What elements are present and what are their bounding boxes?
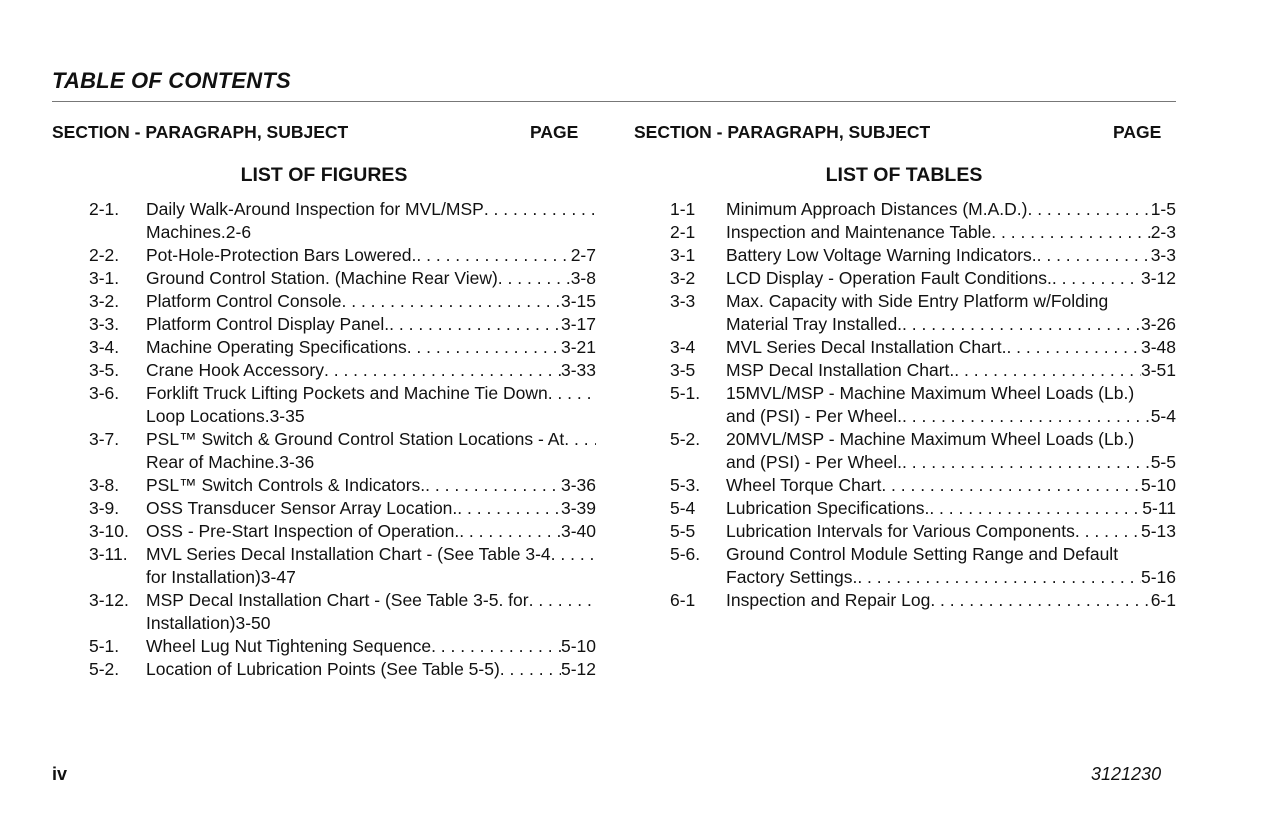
toc-entry[interactable] (52, 428, 596, 474)
entry-page: 5-4 (1150, 406, 1176, 426)
toc-entry[interactable] (634, 382, 1176, 428)
entry-title: Platform Control Console (146, 291, 342, 311)
dot-leader (902, 313, 1141, 336)
entry-line (726, 520, 1176, 543)
entry-page: 2-3 (1150, 222, 1176, 242)
entry-line (726, 198, 1176, 221)
dot-leader (902, 405, 1151, 428)
entry-number: 5-1. (89, 636, 120, 656)
entry-line (146, 658, 596, 681)
entry-title: and (PSI) - Per Wheel. (726, 452, 903, 472)
entry-title: Daily Walk-Around Inspection for MVL/MSP (146, 199, 484, 219)
entry-title: and (PSI) - Per Wheel. (726, 406, 903, 426)
toc-entry[interactable] (634, 290, 1176, 336)
entry-number: 5-1. (670, 383, 701, 403)
entry-title-continued: Machines.2-6 (146, 222, 252, 242)
tables-list (634, 198, 1176, 612)
section-header: SECTION - PARAGRAPH, SUBJECT (634, 122, 931, 142)
toc-entry[interactable] (634, 267, 1176, 290)
entry-number: 3-3 (670, 291, 696, 311)
entry-line (146, 267, 596, 290)
toc-entry[interactable] (52, 520, 596, 543)
entry-title: Pot-Hole-Protection Bars Lowered. (146, 245, 417, 265)
entry-page: 5-13 (1140, 521, 1176, 541)
entry-line (146, 359, 596, 382)
entry-title: Material Tray Installed. (726, 314, 903, 334)
entry-line (146, 474, 596, 497)
dot-leader (324, 359, 561, 382)
page-header: PAGE (1113, 122, 1162, 142)
toc-entry[interactable] (634, 359, 1176, 382)
entry-title: Forklift Truck Lifting Pockets and Machine Tie Down (146, 383, 548, 403)
dot-leader (342, 290, 561, 313)
entry-number: 5-2. (89, 659, 120, 679)
toc-entry[interactable] (52, 497, 596, 520)
list-of-figures-title: LIST OF FIGURES (240, 164, 408, 186)
entry-title: Inspection and Repair Log (726, 590, 931, 610)
entry-page: 3-39 (560, 498, 596, 518)
entry-line (726, 497, 1176, 520)
entry-title: MSP Decal Installation Chart. (726, 360, 955, 380)
entry-number: 5-6. (670, 544, 701, 564)
entry-number: 5-4 (670, 498, 696, 518)
dot-leader (500, 658, 561, 681)
entry-title: LCD Display - Operation Fault Conditions. (726, 268, 1052, 288)
toc-entry[interactable] (634, 336, 1176, 359)
entry-number: 3-4. (89, 337, 120, 357)
dot-leader (551, 543, 596, 566)
toc-entry[interactable] (52, 543, 596, 589)
page-title: TABLE OF CONTENTS (52, 68, 291, 93)
entry-line (726, 405, 1176, 428)
title-divider (52, 101, 1176, 102)
entry-page: 3-17 (560, 314, 596, 334)
entry-number: 3-2. (89, 291, 120, 311)
dot-leader (431, 635, 561, 658)
dot-leader (529, 589, 596, 612)
entry-line (726, 566, 1176, 589)
entry-line (726, 267, 1176, 290)
entry-page: 3-26 (1140, 314, 1176, 334)
entry-title: MSP Decal Installation Chart - (See Table 3-5. for (146, 590, 529, 610)
entry-number: 3-7. (89, 429, 120, 449)
entry-page: 1-5 (1150, 199, 1176, 219)
toc-entry[interactable] (52, 589, 596, 635)
entry-line (146, 313, 596, 336)
toc-entry[interactable] (634, 474, 1176, 497)
dot-leader (1037, 244, 1151, 267)
toc-entry[interactable] (52, 290, 596, 313)
entry-line (726, 589, 1176, 612)
entry-line (726, 221, 1176, 244)
figures-list (52, 198, 596, 681)
entry-number: 3-12. (89, 590, 129, 610)
entry-page: 3-3 (1150, 245, 1176, 265)
entry-page: 3-21 (560, 337, 596, 357)
entry-line (146, 589, 596, 612)
entry-title-continued: Loop Locations.3-35 (146, 406, 305, 426)
entry-page: 3-36 (560, 475, 596, 495)
dot-leader (484, 198, 596, 221)
entry-number: 3-4 (670, 337, 696, 357)
entry-title: PSL™ Switch Controls & Indicators. (146, 475, 426, 495)
dot-leader (1052, 267, 1141, 290)
entry-title: MVL Series Decal Installation Chart - (See Table 3-4 (146, 544, 551, 564)
entry-line (146, 198, 596, 221)
entry-title-continued: 20MVL/MSP - Machine Maximum Wheel Loads (Lb.) (726, 429, 1135, 449)
entry-number: 3-1. (89, 268, 120, 288)
entry-number: 5-3. (670, 475, 701, 495)
entry-number: 3-8. (89, 475, 120, 495)
entry-line (146, 543, 596, 566)
entry-number: 2-2. (89, 245, 120, 265)
entry-title: Lubrication Specifications. (726, 498, 930, 518)
entry-page: 3-48 (1140, 337, 1176, 357)
entry-line (726, 474, 1176, 497)
entry-title-continued: 15MVL/MSP - Machine Maximum Wheel Loads (Lb.) (726, 383, 1135, 403)
entry-number: 3-10. (89, 521, 129, 541)
toc-entry[interactable] (52, 474, 596, 497)
dot-leader (407, 336, 561, 359)
entry-line (726, 313, 1176, 336)
entry-line (146, 382, 596, 405)
dot-leader (1027, 198, 1150, 221)
entry-number: 2-1. (89, 199, 120, 219)
toc-entry[interactable] (634, 543, 1176, 589)
entry-page: 3-51 (1140, 360, 1176, 380)
entry-number: 2-1 (670, 222, 696, 242)
entry-number: 5-5 (670, 521, 696, 541)
toc-entry[interactable] (52, 198, 596, 244)
dot-leader (954, 359, 1141, 382)
dot-leader (425, 474, 561, 497)
entry-page: 5-12 (560, 659, 596, 679)
document-number: 3121230 (1091, 764, 1162, 784)
entry-title: Location of Lubrication Points (See Table 5-5) (146, 659, 500, 679)
entry-line (146, 336, 596, 359)
entry-title: PSL™ Switch & Ground Control Station Locations - At (146, 429, 565, 449)
entry-title: OSS Transducer Sensor Array Location. (146, 498, 458, 518)
entry-page: 5-10 (560, 636, 596, 656)
entry-number: 1-1 (670, 199, 696, 219)
toc-entry[interactable] (634, 198, 1176, 221)
entry-title-continued: Rear of Machine.3-36 (146, 452, 315, 472)
entry-page: 5-5 (1150, 452, 1176, 472)
dot-leader (857, 566, 1141, 589)
toc-entry[interactable] (634, 221, 1176, 244)
dot-leader (457, 497, 561, 520)
entry-title: Wheel Torque Chart (726, 475, 882, 495)
entry-number: 3-6. (89, 383, 120, 403)
figures-column-header (52, 122, 596, 150)
dot-leader (902, 451, 1151, 474)
entry-page: 3-12 (1140, 268, 1176, 288)
entry-title: Lubrication Intervals for Various Components (726, 521, 1075, 541)
entry-title: Ground Control Station. (Machine Rear View) (146, 268, 498, 288)
entry-title: Battery Low Voltage Warning Indicators. (726, 245, 1037, 265)
dot-leader (929, 497, 1142, 520)
toc-entry[interactable] (52, 658, 596, 681)
entry-line (146, 635, 596, 658)
entry-number: 3-5. (89, 360, 120, 380)
toc-entry[interactable] (52, 382, 596, 428)
figures-column (52, 122, 596, 681)
entry-line (726, 336, 1176, 359)
entry-line (146, 290, 596, 313)
entry-title: Crane Hook Accessory (146, 360, 324, 380)
entry-title: Minimum Approach Distances (M.A.D.) (726, 199, 1028, 219)
dot-leader (498, 267, 571, 290)
dot-leader (1075, 520, 1141, 543)
entry-line (146, 244, 596, 267)
toc-entry[interactable] (634, 520, 1176, 543)
entry-page: 3-33 (560, 360, 596, 380)
dot-leader (548, 382, 596, 405)
toc-entry[interactable] (52, 635, 596, 658)
entry-number: 3-9. (89, 498, 120, 518)
entry-number: 3-2 (670, 268, 696, 288)
entry-page: 3-8 (570, 268, 596, 288)
entry-line (726, 359, 1176, 382)
entry-page: 3-15 (560, 291, 596, 311)
entry-title-continued: Installation)3-50 (146, 613, 271, 633)
toc-entry[interactable] (634, 244, 1176, 267)
entry-title-continued: Ground Control Module Setting Range and Default (726, 544, 1119, 564)
toc-entry[interactable] (52, 244, 596, 267)
dot-leader (416, 244, 570, 267)
toc-entry[interactable] (634, 589, 1176, 612)
entry-line (146, 497, 596, 520)
entry-number: 3-1 (670, 245, 696, 265)
page-header: PAGE (530, 122, 579, 142)
toc-entry[interactable] (52, 313, 596, 336)
entry-number: 3-3. (89, 314, 120, 334)
entry-page: 5-10 (1140, 475, 1176, 495)
tables-column (634, 122, 1176, 612)
dot-leader (389, 313, 561, 336)
tables-column-header (634, 122, 1176, 150)
page-number: iv (52, 764, 68, 784)
dot-leader (564, 428, 596, 451)
entry-line (146, 520, 596, 543)
entry-title: MVL Series Decal Installation Chart. (726, 337, 1007, 357)
entry-title: Machine Operating Specifications (146, 337, 407, 357)
entry-title: OSS - Pre-Start Inspection of Operation. (146, 521, 460, 541)
entry-title-continued: Max. Capacity with Side Entry Platform w/Folding (726, 291, 1109, 311)
toc-entry[interactable] (634, 497, 1176, 520)
entry-page: 5-11 (1142, 498, 1176, 518)
entry-page: 2-7 (570, 245, 596, 265)
dot-leader (881, 474, 1141, 497)
entry-title: Inspection and Maintenance Table (726, 222, 992, 242)
toc-entry[interactable] (52, 359, 596, 382)
section-header: SECTION - PARAGRAPH, SUBJECT (52, 122, 349, 142)
entry-number: 5-2. (670, 429, 701, 449)
entry-title: Factory Settings. (726, 567, 858, 587)
entry-page: 3-40 (560, 521, 596, 541)
toc-entry[interactable] (52, 267, 596, 290)
entry-title: Wheel Lug Nut Tightening Sequence (146, 636, 432, 656)
entry-line (726, 244, 1176, 267)
dot-leader (991, 221, 1150, 244)
entry-number: 3-5 (670, 360, 696, 380)
dot-leader (459, 520, 561, 543)
dot-leader (930, 589, 1150, 612)
entry-page: 6-1 (1150, 590, 1176, 610)
entry-page: 5-16 (1140, 567, 1176, 587)
list-of-tables-title: LIST OF TABLES (825, 164, 983, 186)
dot-leader (1006, 336, 1141, 359)
entry-title: Platform Control Display Panel. (146, 314, 390, 334)
entry-line (146, 428, 596, 451)
toc-entry[interactable] (52, 336, 596, 359)
toc-entry[interactable] (634, 428, 1176, 474)
entry-number: 3-11. (89, 544, 128, 564)
entry-line (726, 451, 1176, 474)
entry-title-continued: for Installation)3-47 (146, 567, 296, 587)
entry-number: 6-1 (670, 590, 696, 610)
